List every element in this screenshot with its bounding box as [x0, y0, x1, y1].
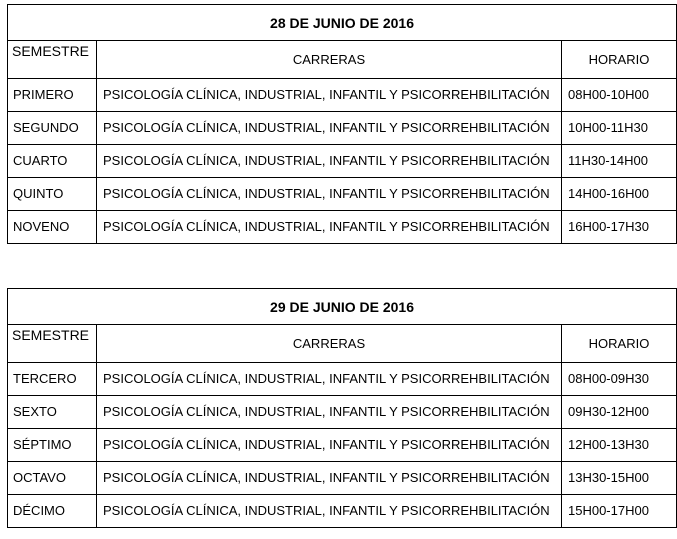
header-semester: SEMESTRE: [8, 41, 97, 79]
header-schedule: HORARIO: [562, 41, 677, 79]
cell-semester: SEGUNDO: [8, 112, 97, 145]
cell-careers: PSICOLOGÍA CLÍNICA, INDUSTRIAL, INFANTIL Y PSICORREHBILITACIÓN: [97, 495, 562, 528]
table-row: [8, 429, 677, 462]
cell-semester: SÉPTIMO: [8, 429, 97, 462]
cell-semester: CUARTO: [8, 145, 97, 178]
cell-schedule: 08H00-09H30: [562, 363, 677, 396]
cell-semester: TERCERO: [8, 363, 97, 396]
cell-careers: PSICOLOGÍA CLÍNICA, INDUSTRIAL, INFANTIL Y PSICORREHBILITACIÓN: [97, 79, 562, 112]
table-row: [8, 211, 677, 244]
table-row: [8, 145, 677, 178]
schedule-table-june-28: [7, 4, 677, 244]
cell-schedule: 08H00-10H00: [562, 79, 677, 112]
cell-careers: PSICOLOGÍA CLÍNICA, INDUSTRIAL, INFANTIL Y PSICORREHBILITACIÓN: [97, 112, 562, 145]
table-row: [8, 178, 677, 211]
table-title: 29 DE JUNIO DE 2016: [8, 289, 677, 325]
table-header-row: [8, 325, 677, 363]
table-row: [8, 112, 677, 145]
table-header-row: [8, 41, 677, 79]
cell-careers: PSICOLOGÍA CLÍNICA, INDUSTRIAL, INFANTIL Y PSICORREHBILITACIÓN: [97, 211, 562, 244]
table-row: [8, 363, 677, 396]
header-careers: CARRERAS: [97, 41, 562, 79]
cell-semester: SEXTO: [8, 396, 97, 429]
cell-careers: PSICOLOGÍA CLÍNICA, INDUSTRIAL, INFANTIL Y PSICORREHBILITACIÓN: [97, 178, 562, 211]
table-title: 28 DE JUNIO DE 2016: [8, 5, 677, 41]
table-row: [8, 396, 677, 429]
cell-careers: PSICOLOGÍA CLÍNICA, INDUSTRIAL, INFANTIL Y PSICORREHBILITACIÓN: [97, 363, 562, 396]
cell-semester: OCTAVO: [8, 462, 97, 495]
cell-schedule: 11H30-14H00: [562, 145, 677, 178]
table-row: [8, 495, 677, 528]
cell-schedule: 15H00-17H00: [562, 495, 677, 528]
cell-careers: PSICOLOGÍA CLÍNICA, INDUSTRIAL, INFANTIL Y PSICORREHBILITACIÓN: [97, 145, 562, 178]
cell-careers: PSICOLOGÍA CLÍNICA, INDUSTRIAL, INFANTIL Y PSICORREHBILITACIÓN: [97, 396, 562, 429]
cell-careers: PSICOLOGÍA CLÍNICA, INDUSTRIAL, INFANTIL Y PSICORREHBILITACIÓN: [97, 462, 562, 495]
header-careers: CARRERAS: [97, 325, 562, 363]
cell-semester: NOVENO: [8, 211, 97, 244]
table-title-row: [8, 289, 677, 325]
schedule-table-june-29: [7, 288, 677, 528]
cell-schedule: 09H30-12H00: [562, 396, 677, 429]
table-row: [8, 462, 677, 495]
header-semester: SEMESTRE: [8, 325, 97, 363]
cell-semester: DÉCIMO: [8, 495, 97, 528]
cell-schedule: 16H00-17H30: [562, 211, 677, 244]
cell-semester: QUINTO: [8, 178, 97, 211]
table-row: [8, 79, 677, 112]
cell-careers: PSICOLOGÍA CLÍNICA, INDUSTRIAL, INFANTIL Y PSICORREHBILITACIÓN: [97, 429, 562, 462]
header-schedule: HORARIO: [562, 325, 677, 363]
table-title-row: [8, 5, 677, 41]
cell-schedule: 10H00-11H30: [562, 112, 677, 145]
cell-schedule: 14H00-16H00: [562, 178, 677, 211]
cell-schedule: 12H00-13H30: [562, 429, 677, 462]
cell-schedule: 13H30-15H00: [562, 462, 677, 495]
cell-semester: PRIMERO: [8, 79, 97, 112]
